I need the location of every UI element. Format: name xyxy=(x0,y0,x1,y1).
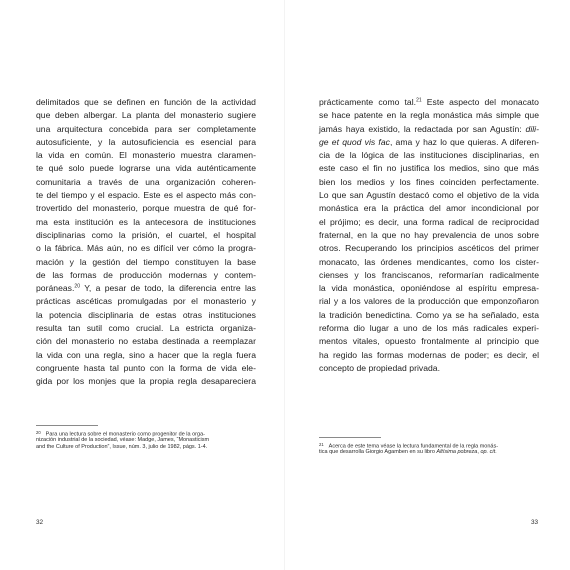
text-line: la vida en común. El monasterio muestra claramen- xyxy=(36,150,256,161)
page-number: 32 xyxy=(36,519,44,526)
text-line xyxy=(319,123,539,136)
footnote-text: , xyxy=(477,448,481,455)
italic-run: dili- xyxy=(525,123,539,134)
text-line: ción del monasterio no estaba destinada a reemplazar xyxy=(36,336,256,347)
text-line: autosuficiente, y la autosuficiencia es esencial para xyxy=(36,136,256,147)
text-line: Lo que san Agustín destacó como el objetivo de la vida xyxy=(319,190,539,201)
footnote-number: 21 xyxy=(319,442,324,447)
text-run: poráneas. xyxy=(36,283,75,294)
text-line: una arquitectura concebida para ser completamente xyxy=(36,123,256,134)
page-number: 33 xyxy=(531,519,539,526)
text-line: congruente hasta tal punto con la forma de vida ele- xyxy=(36,362,256,373)
footnote-20 xyxy=(36,429,258,452)
right-page xyxy=(285,0,570,570)
left-body-text xyxy=(36,96,256,389)
text-line: cia de la lógica de las instituciones disciplinarias, en xyxy=(319,150,539,161)
text-line: o la fábrica. Más aún, no es difícil ver cómo la progra- xyxy=(36,243,256,254)
text-line: de las formas de producción modernas y contem- xyxy=(36,269,256,280)
footnote-line xyxy=(319,441,541,449)
text-line xyxy=(319,96,539,109)
text-line xyxy=(319,136,539,149)
text-line xyxy=(36,282,256,295)
text-line: este caso el fin no justifica los medios, sino que más xyxy=(319,163,539,174)
text-line: concepto de propiedad privada. xyxy=(319,362,441,373)
text-line: te qué solo puede lograrse una vida auténticamente xyxy=(36,163,256,174)
text-line: disciplinarias como la prisión, el cuartel, el hospital xyxy=(36,229,256,240)
footnote-line: nización industrial de la sociedad, véase: Madge, James, “Monasticism xyxy=(36,436,210,443)
italic-run: op. cit xyxy=(480,448,496,455)
text-line: prácticas ascéticas promulgadas por el monasterio y xyxy=(36,296,256,307)
footnote-line: and the Culture of Production”, Issue, núm. 3, julio de 1982, págs. 1-4. xyxy=(36,444,208,451)
text-run: Y, a pesar de todo, la diferencia entre las xyxy=(80,283,256,294)
footnote-21 xyxy=(319,441,541,456)
text-line: que deben albergar. La planta del monasterio sugiere xyxy=(36,110,256,121)
footnote-text: Para una lectura sobre el monasterio como progenitor de la orga- xyxy=(45,431,205,438)
text-line: rial y a los valores de la producción que emponzoñaron xyxy=(319,296,539,307)
text-line: otros. Recuperando los principios ascéticos del primer xyxy=(319,243,539,254)
text-line: la tradición benedictina. Como ya se ha señalado, esta xyxy=(319,309,539,320)
text-line: ma esta institución es la antecesora de instituciones xyxy=(36,216,256,227)
text-line: monástica era la práctica del amor incondicional por xyxy=(319,203,539,214)
footnote-text: . xyxy=(495,448,497,455)
text-line: gida por los monjes que la propia regla desapareciera xyxy=(36,376,256,387)
text-line: la potencia disciplinaria de estas otras instituciones xyxy=(36,309,256,320)
text-line: fraternal, en la que no hay prevalencia de unos sobre xyxy=(319,229,539,240)
text-line: monacato, las órdenes mendicantes, como los cister- xyxy=(319,256,539,267)
text-run: prácticamente como tal. xyxy=(319,97,417,107)
text-line: comunitaria a través de una organización coheren- xyxy=(36,176,256,187)
text-run: jamás haya existido, la redactada por san Agustín: xyxy=(319,123,526,134)
footnote-line xyxy=(36,429,258,437)
text-line: cienses y los franciscanos, reformarían radicalmente xyxy=(319,269,539,280)
text-line: ha regido las formas modernas de poder; es decir, el xyxy=(319,349,539,360)
text-run: Este aspecto del monacato xyxy=(421,97,539,107)
text-line: se hace patente en la regla monástica más simple que xyxy=(319,110,539,121)
text-line: la vida monástica, oponiéndose al espíritu empresa- xyxy=(319,283,539,294)
text-line: mentos vitales, opuesto frontalmente al principio que xyxy=(319,336,539,347)
text-line: mación y la gestión del tiempo constituyen la base xyxy=(36,256,256,267)
footnote-ref[interactable]: 21 xyxy=(416,97,422,104)
text-run: , ama y haz lo que quieras. A diferen- xyxy=(389,136,539,147)
footnote-line xyxy=(319,449,541,457)
text-line: te del tiempo y el espacio. Este es el aspecto más con- xyxy=(36,190,256,201)
footnote-text: tica que desarrolla Giorgio Agamben en su libro xyxy=(319,448,437,455)
text-line: delimitados que se definen en función de la actividad xyxy=(36,97,256,107)
italic-run: ge et quod vis fac xyxy=(319,136,390,147)
text-line: trovertido del monasterio, porque muestra de qué for- xyxy=(36,203,256,214)
text-line: la vida con una regla, sino a hacer que la regla fuera xyxy=(36,349,256,360)
text-line: resulta tan sutil como crucial. La estricta organiza- xyxy=(36,323,256,334)
footnote-rule xyxy=(319,437,381,438)
text-line: reforma dio lugar a uno de los más radicales experi- xyxy=(319,323,539,334)
footnote-ref[interactable]: 20 xyxy=(74,283,81,290)
text-line: el prójimo; es decir, una forma radical de reciprocidad xyxy=(319,216,539,227)
text-line: bien los medios y los fines coinciden perfectamente. xyxy=(319,176,539,187)
footnote-rule xyxy=(36,425,98,426)
footnote-number: 20 xyxy=(36,430,41,435)
right-body-text xyxy=(319,96,539,375)
italic-run: Altísima pobreza xyxy=(436,448,478,455)
footnote-text: Acerca de este tema véase la lectura fundamental de la regla monás- xyxy=(328,443,499,450)
